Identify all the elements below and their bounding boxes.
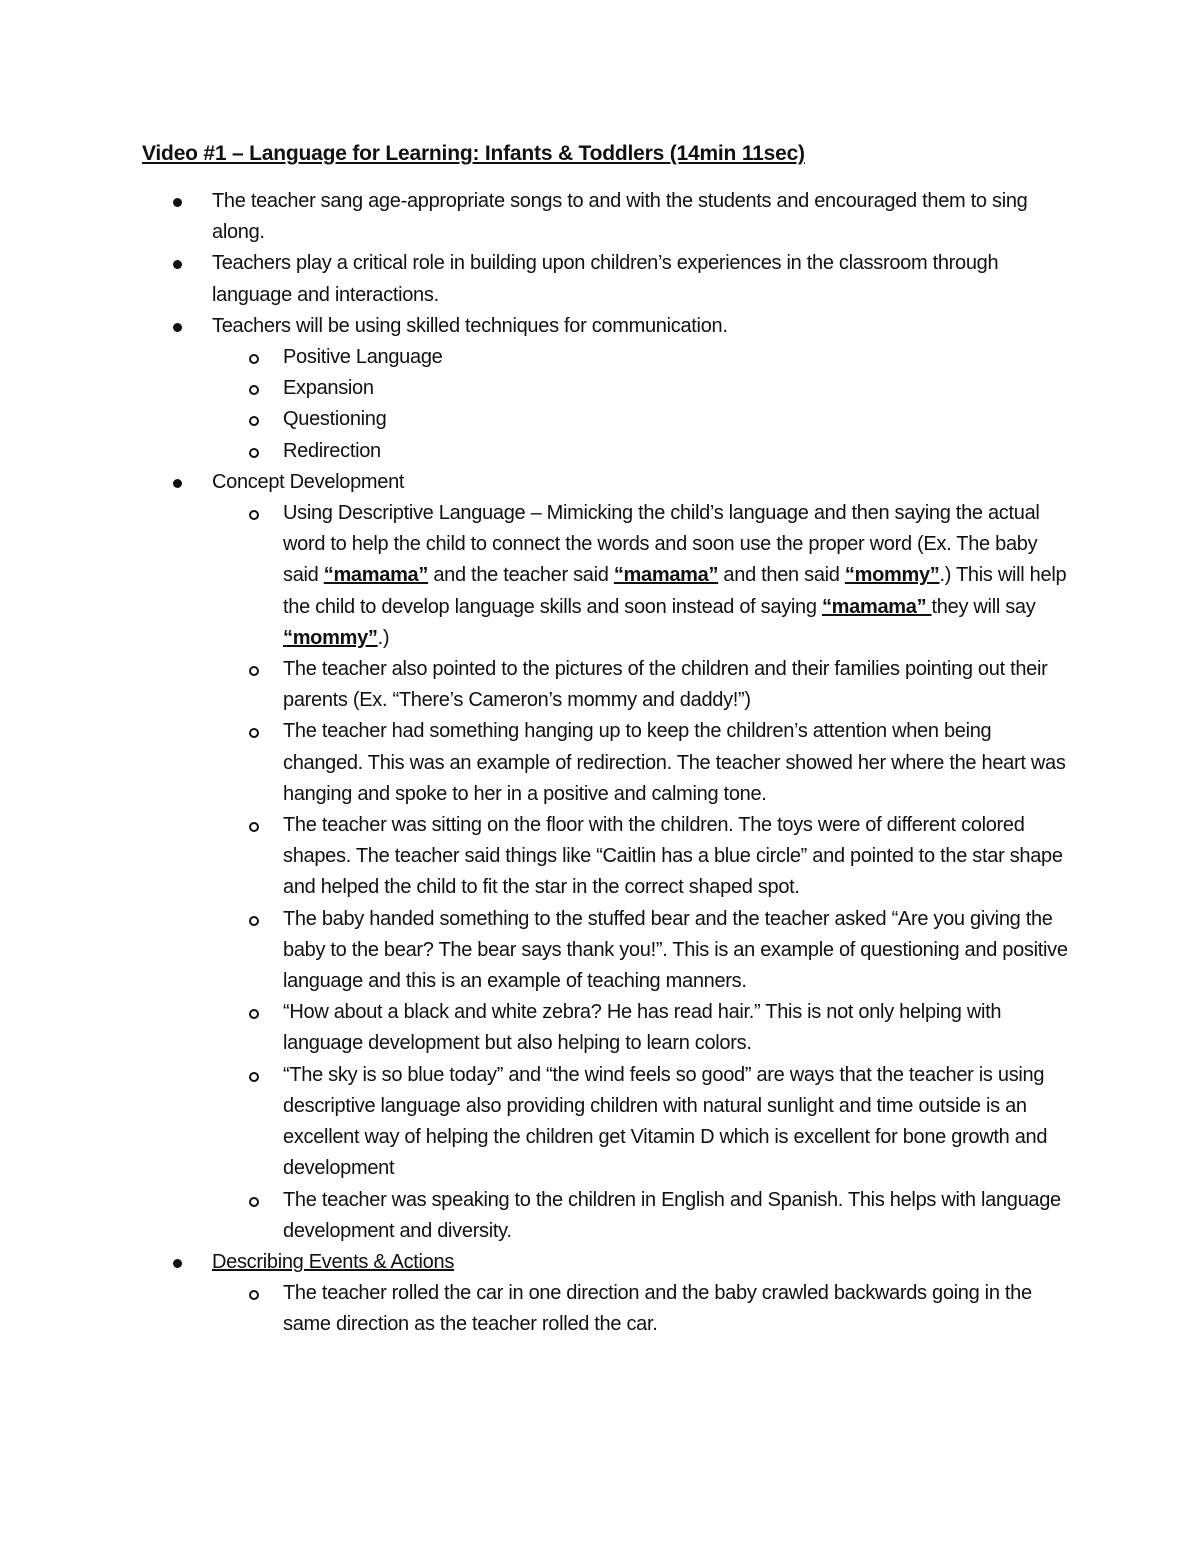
hollow-bullet-icon [249,822,259,832]
document-title: Video #1 – Language for Learning: Infants & Toddlers (14min 11sec) [142,142,805,165]
events-sublist [212,1278,1072,1340]
hollow-bullet-icon [249,1290,259,1300]
sub-list-item-text: Expansion [283,377,374,400]
list-item-text: Concept Development [212,470,405,493]
sub-list-item-text: The teacher had something hanging up to keep the children’s attention when being changed. This was an example of redirection. The teacher showed her where the heart was hanging and spoke to her in a positive and calming tone. [283,720,1066,805]
sub-list-item-text: Redirection [283,439,381,462]
concept-sublist [212,498,1072,1247]
hollow-bullet-icon [249,1197,259,1207]
sub-list-item-text: Positive Language [283,346,443,369]
sub-list-item [212,1060,1072,1185]
sub-list-item-text: “How about a black and white zebra? He has read hair.” This is not only helping with language development but also helping to learn colors. [283,1001,1002,1055]
sub-list-item-text: The baby handed something to the stuffed bear and the teacher asked “Are you giving the baby to the bear? The bear says thank you!”. This is an example of questioning and positive language and this is an example of teaching manners. [283,907,1068,993]
sub-list-item [212,654,1072,716]
bullet-icon [173,479,182,488]
list-item-text: The teacher sang age-appropriate songs to and with the students and encouraged them to sing along. [212,190,1028,244]
text-segment: and the teacher said [428,564,614,587]
text-segment: .) This will help the child to develop language skills and soon instead of saying [283,564,1067,618]
sub-list-item [212,342,1072,373]
sub-list-item-text: The teacher was sitting on the floor with the children. The toys were of different colored shapes. The teacher said things like “Caitlin has a blue circle” and pointed to the star shape and helped the child to fit the star in the correct shaped spot. [283,814,1063,899]
sub-list-item [212,904,1072,998]
list-item [142,467,1072,1247]
text-segment: and then said [718,564,845,587]
sub-list-item-text: “The sky is so blue today” and “the wind feels so good” are ways that the teacher is using descriptive language also providing children with natural sunlight and time outside is an excellent way of helping the children get Vitamin D which is excellent for bone growth and development [283,1063,1048,1180]
hollow-bullet-icon [249,416,259,426]
sub-list-item [212,404,1072,435]
hollow-bullet-icon [249,1009,259,1019]
sub-list-item [212,810,1072,904]
text-segment: .) [377,626,390,649]
text-segment: they will say [931,595,1036,618]
hollow-bullet-icon [249,1072,259,1082]
emphasized-word: “mamama” [323,564,429,587]
sub-list-item [212,716,1072,810]
bullet-icon [173,1259,182,1268]
section-heading: Describing Events & Actions [212,1250,455,1273]
list-item [142,248,1072,310]
hollow-bullet-icon [249,354,259,364]
main-bullet-list [142,186,1072,1341]
sub-list-item [212,1185,1072,1247]
text-segment: Using Descriptive Language – Mimicking the child’s language and then saying the actual word to help the child to connect the words and soon use the proper word (Ex. The baby said [283,502,1040,587]
emphasized-word: “mommy” [844,564,940,587]
hollow-bullet-icon [249,385,259,395]
emphasized-word: “mommy” [283,626,378,649]
emphasized-word: “mamama” [613,564,719,587]
sub-list-item [212,436,1072,467]
list-item-text: Teachers play a critical role in building upon children’s experiences in the classroom through language and interactions. [212,252,999,306]
hollow-bullet-icon [249,510,259,520]
list-item-text: Teachers will be using skilled techniques for communication. [212,314,728,337]
sub-list-item [212,997,1072,1059]
sub-list-item-text: The teacher was speaking to the children in English and Spanish. This helps with language development and diversity. [283,1188,1061,1242]
hollow-bullet-icon [249,728,259,738]
bullet-icon [173,260,182,269]
emphasized-word: “mamama” [821,595,932,618]
sub-list-item-text: The teacher also pointed to the pictures of the children and their families pointing out their parents (Ex. “There’s Cameron’s mommy and daddy!”) [283,658,1048,712]
hollow-bullet-icon [249,448,259,458]
bullet-icon [173,323,182,332]
list-item [142,311,1072,467]
sub-list-item [212,1278,1072,1340]
list-item [142,186,1072,248]
hollow-bullet-icon [249,666,259,676]
sub-list-item [212,373,1072,404]
sub-list-item-text: Questioning [283,408,387,431]
technique-sublist [212,342,1072,467]
sub-list-item [212,498,1072,654]
sub-list-item-text: The teacher rolled the car in one direction and the baby crawled backwards going in the same direction as the teacher rolled the car. [283,1282,1032,1336]
bullet-icon [173,198,182,207]
hollow-bullet-icon [249,916,259,926]
list-item [142,1247,1072,1341]
